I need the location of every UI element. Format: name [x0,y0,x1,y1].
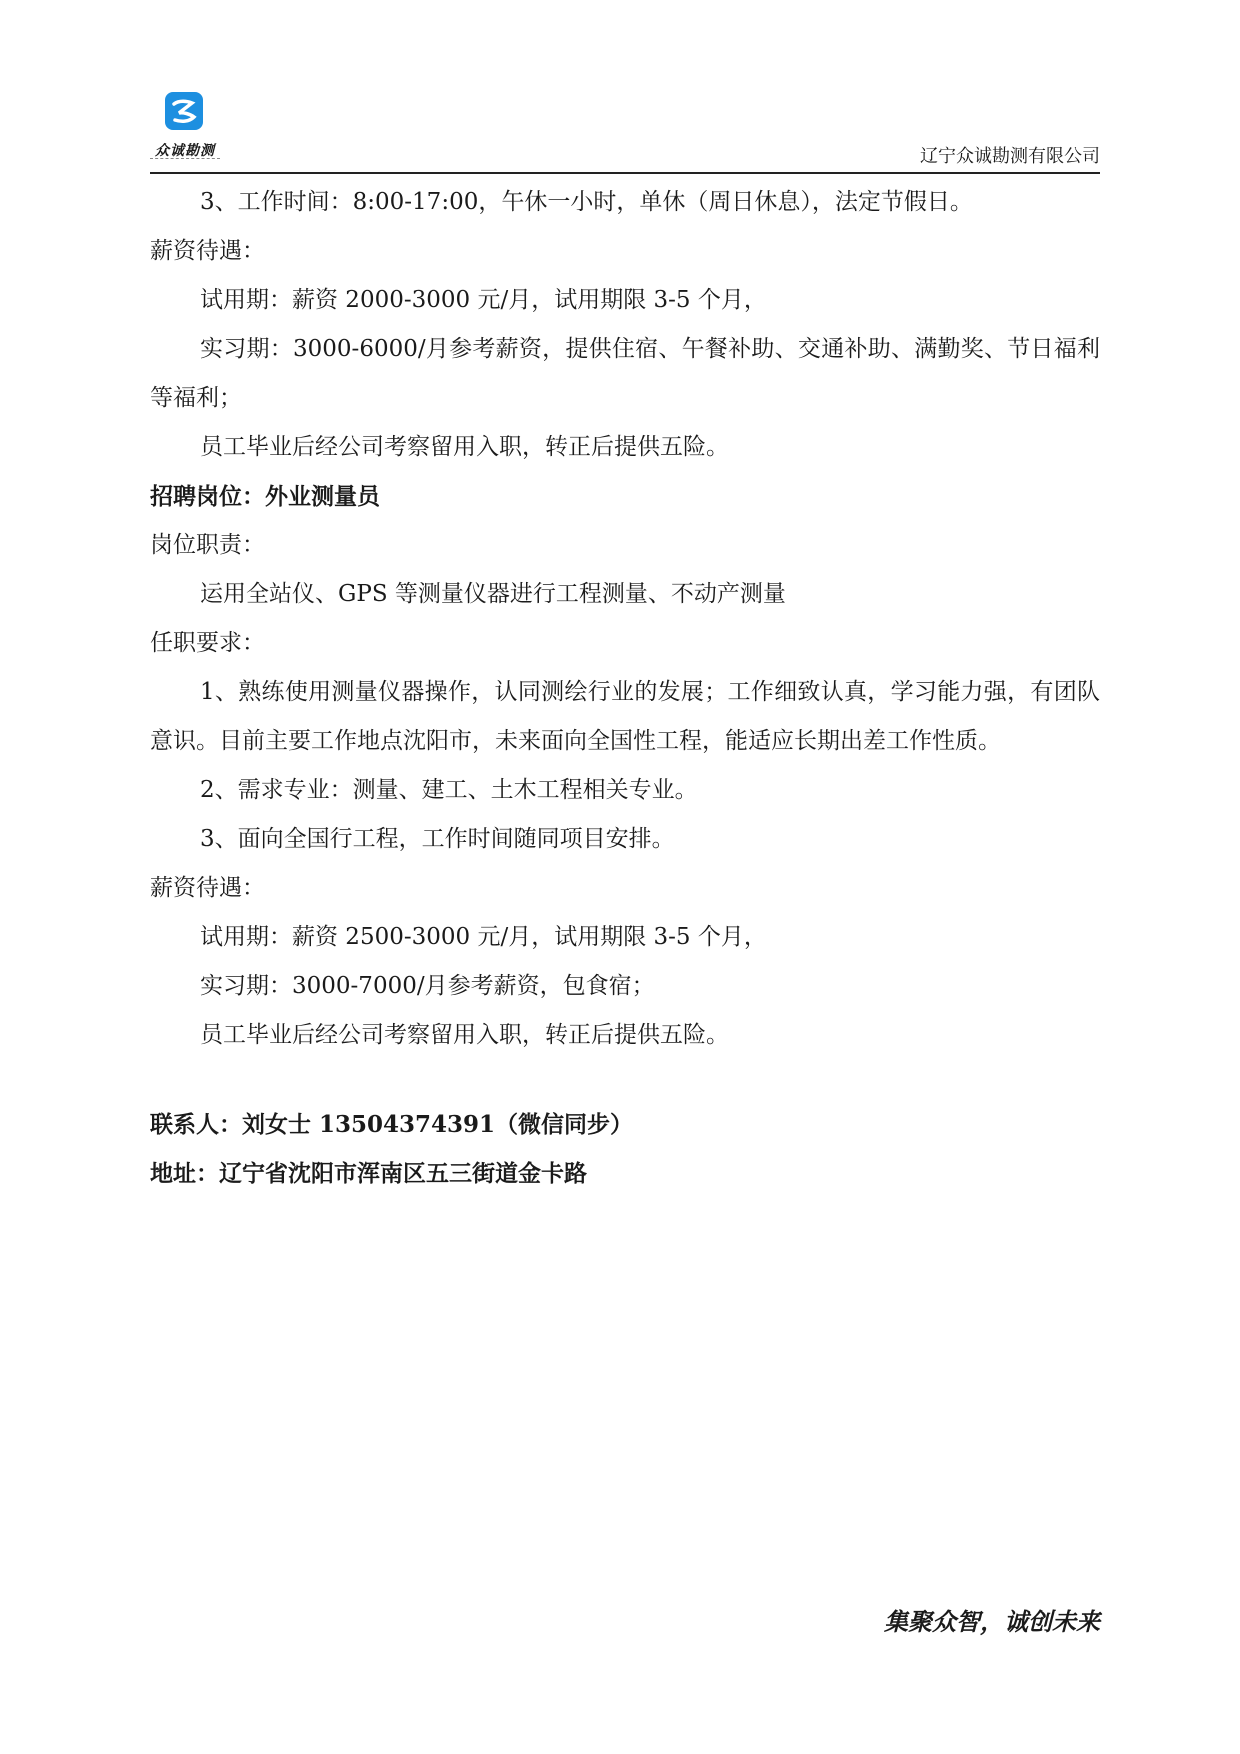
salary-heading: 薪资待遇： [150,238,265,264]
work-hours-paragraph: 3、工作时间：8:00-17:00，午休一小时，单休（周日休息），法定节假日。 [200,189,973,215]
footer-slogan: 集聚众智，诚创未来 [884,1607,1100,1636]
logo-underline [150,158,220,161]
probation-salary-paragraph: 试用期：薪资 2000-3000 元/月，试用期限 3-5 个月， [200,287,767,313]
internship-salary-paragraph: 实习期：3000-6000/月参考薪资，提供住宿、午餐补助、交通补助、满勤奖、节日福利等福利； [150,336,1100,411]
header-company-name: 辽宁众诚勘测有限公司 [920,146,1100,167]
logo-mark-icon [165,92,203,130]
page-header [150,90,1100,174]
internship-salary-paragraph-2: 实习期：3000-7000/月参考薪资，包食宿； [200,973,655,999]
address-line: 地址：辽宁省沈阳市浑南区五三街道金卡路 [150,1160,587,1187]
requirement-3-paragraph: 3、面向全国行工程，工作时间随同项目安排。 [200,826,675,852]
insurance-paragraph: 员工毕业后经公司考察留用入职，转正后提供五险。 [200,434,729,460]
salary-heading-2: 薪资待遇： [150,875,265,901]
duties-paragraph: 运用全站仪、GPS 等测量仪器进行工程测量、不动产测量 [200,581,786,607]
duties-heading: 岗位职责： [150,532,265,558]
company-logo [150,90,220,170]
position-title: 招聘岗位：外业测量员 [150,483,380,510]
logo-text: 众诚勘测 [155,143,215,159]
document-body [150,178,1100,1198]
contact-line: 联系人：刘女士 13504374391（微信同步） [150,1111,634,1138]
requirement-2-paragraph: 2、需求专业：测量、建工、土木工程相关专业。 [200,777,698,803]
insurance-paragraph-2: 员工毕业后经公司考察留用入职，转正后提供五险。 [200,1022,729,1048]
spacer [150,1060,1100,1100]
requirements-heading: 任职要求： [150,630,265,656]
requirement-1-paragraph: 1、熟练使用测量仪器操作，认同测绘行业的发展；工作细致认真，学习能力强，有团队意识。目前主要工作地点沈阳市，未来面向全国性工程，能适应长期出差工作性质。 [150,679,1100,754]
probation-salary-paragraph-2: 试用期：薪资 2500-3000 元/月，试用期限 3-5 个月， [200,924,767,950]
